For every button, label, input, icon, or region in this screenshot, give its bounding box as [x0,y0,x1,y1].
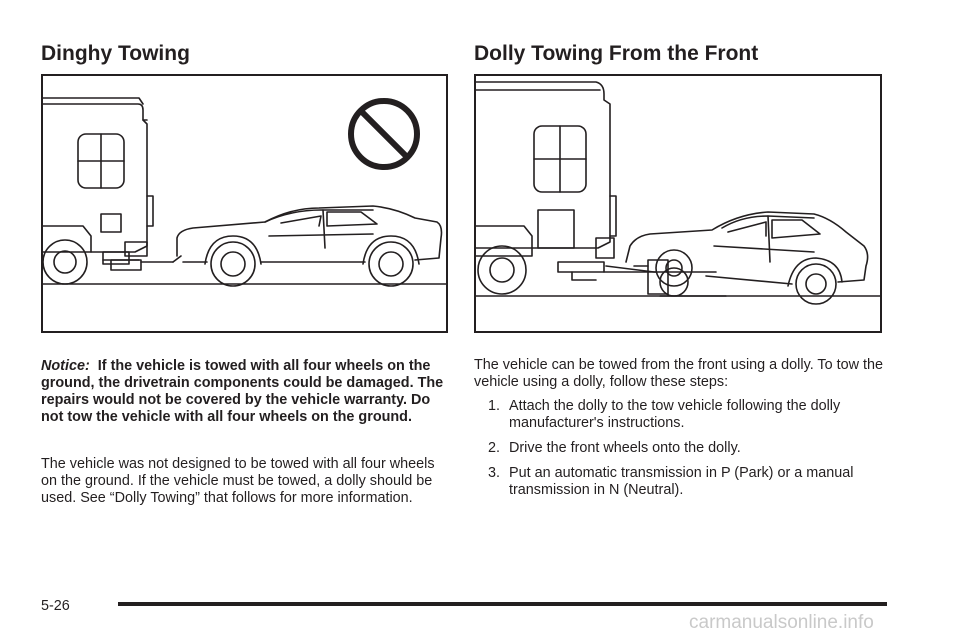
section-heading-dolly-towing: Dolly Towing From the Front [474,42,759,65]
body-paragraph-dolly: The vehicle can be towed from the front using a dolly. To tow the vehicle using a dolly, follow these steps: [474,357,884,390]
dolly-towing-figure [474,74,882,333]
sedan-illustration [177,206,442,286]
step-number: 3. [488,465,501,481]
watermark: carmanualsonline.info [689,612,874,633]
list-item [474,398,886,432]
prohibited-icon [351,101,417,167]
footer-rule [118,602,887,606]
motorhome-illustration [476,82,656,294]
step-text: Put an automatic transmission in P (Park) or a manual transmission in N (Neutral). [509,465,854,498]
step-number: 2. [488,440,501,456]
motorhome-illustration [43,98,181,284]
step-number: 1. [488,398,501,414]
list-item [474,465,886,499]
section-heading-dinghy-towing: Dinghy Towing [41,42,190,65]
step-text: Attach the dolly to the tow vehicle following the dolly manufacturer's instructions. [509,398,841,431]
notice-block [41,358,448,426]
list-item [474,440,741,457]
page-number: 5-26 [41,598,70,614]
notice-text: If the vehicle is towed with all four wheels on the ground, the drivetrain components could be damaged. The repairs would not be covered by the vehicle warranty. Do not tow the vehicle with all four wheels on the ground. [41,358,444,425]
step-text: Drive the front wheels onto the dolly. [509,440,741,456]
dinghy-towing-figure [41,74,448,333]
body-paragraph-dinghy: The vehicle was not designed to be towed with all four wheels on the ground. If the vehicle must be towed, a dolly should be used. See “Dolly Towing” that follows for more information. [41,456,435,506]
notice-label: Notice: [41,358,90,374]
